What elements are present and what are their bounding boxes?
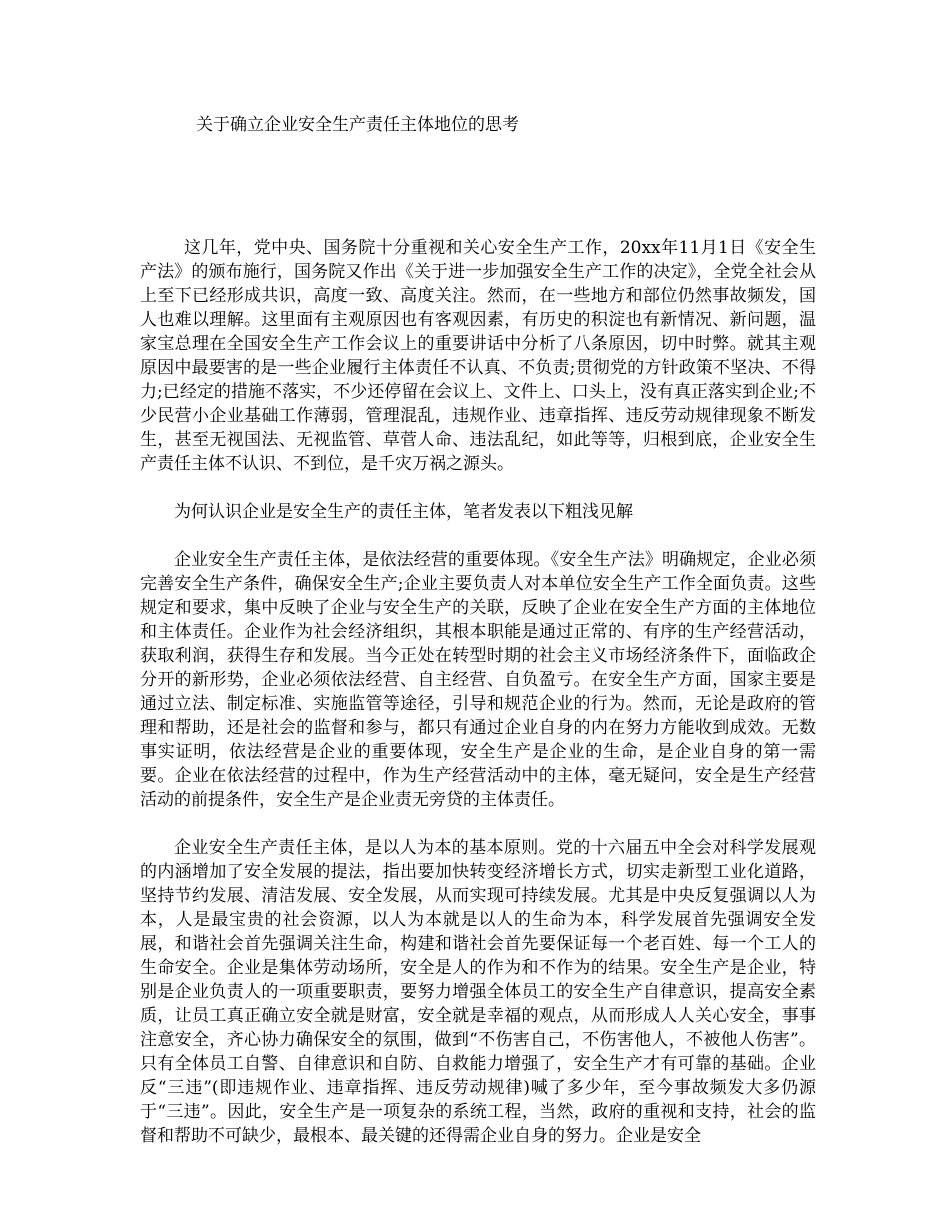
document-title: 关于确立企业安全生产责任主体地位的思考 (196, 115, 519, 135)
paragraph-subheading: 为何认识企业是安全生产的责任主体，笔者发表以下粗浅见解 (174, 502, 633, 522)
paragraph-intro: 这几年，党中央、国务院十分重视和关心安全生产工作，20xx年11月1日《安全生产法》的颁布施行，国务院又作出《关于进一步加强安全生产工作的决定》，全党全社会从上至下已经形成共识，高度一致、高度关注。然而，在一些地方和部位仍然事故频发，国人也难以理解。这里面有主观原因也有客观因素，有历史的积淀也有新情况、新问题，温家宝总理在全国安全生产工作会议上的重要讲话中分析了八条原因，切中时弊。就其主观原因中最要害的是一些企业履行主体责任不认真、不负责;贯彻党的方针政策不坚决、不得力;已经定的措施不落实，不少还停留在会议上、文件上、口头上，没有真正落实到企业;不少民营小企业基础工作薄弱，管理混乱，违规作业、违章指挥、违反劳动规律现象不断发生，甚至无视国法、无视监管、草菅人命、违法乱纪，如此等等，归根到底，企业安全生产责任主体不认识、不到位，是千灾万祸之源头。 (140, 238, 816, 474)
paragraph-people-oriented: 企业安全生产责任主体，是以人为本的基本原则。党的十六届五中全会对科学发展观的内涵增加了安全发展的提法，指出要加快转变经济增长方式，切实走新型工业化道路，坚持节约发展、清洁发展、安全发展，从而实现可持续发展。尤其是中央反复强调以人为本，人是最宝贵的社会资源，以人为本就是以人的生命为本，科学发展首先强调安全发展，和谐社会首先强调关注生命，构建和谐社会首先要保证每一个老百姓、每一个工人的生命安全。企业是集体劳动场所，安全是人的作为和不作为的结果。安全生产是企业，特别是企业负责人的一项重要职责，要努力增强全体员工的安全生产自律意识，提高安全素质，让员工真正确立安全就是财富，安全就是幸福的观点，从而形成人人关心安全，事事注意安全，齐心协力确保安全的氛围，做到“不伤害自己，不伤害他人，不被他人伤害”。只有全体员工自警、自律意识和自防、自救能力增强了，安全生产才有可靠的基础。企业反“三违”(即违规作业、违章指挥、违反劳动规律)喊了多少年，至今事故频发大多仍源于“三违”。因此，安全生产是一项复杂的系统工程，当然，政府的重视和支持，社会的监督和帮助不可缺少，最根本、最关键的还得需企业自身的努力。企业是安全 (140, 838, 816, 1146)
document-body (140, 236, 816, 1172)
paragraph-legal-operation: 企业安全生产责任主体，是依法经营的重要体现。《安全生产法》明确规定，企业必须完善安全生产条件，确保安全生产;企业主要负责人对本单位安全生产工作全面负责。这些规定和要求，集中反映了企业与安全生产的关联，反映了企业在安全生产方面的主体地位和主体责任。企业作为社会经济组织，其根本职能是通过正常的、有序的生产经营活动，获取利润，获得生存和发展。当今正处在转型时期的社会主义市场经济条件下，面临政企分开的新形势，企业必须依法经营、自主经营、自负盈亏。在安全生产方面，国家主要是通过立法、制定标准、实施监管等途径，引导和规范企业的行为。然而，无论是政府的管理和帮助，还是社会的监督和参与，都只有通过企业自身的内在努力方能收到成效。无数事实证明，依法经营是企业的重要体现，安全生产是企业的生命，是企业自身的第一需要。企业在依法经营的过程中，作为生产经营活动中的主体，毫无疑问，安全是生产经营活动的前提条件，安全生产是企业责无旁贷的主体责任。 (140, 550, 816, 810)
